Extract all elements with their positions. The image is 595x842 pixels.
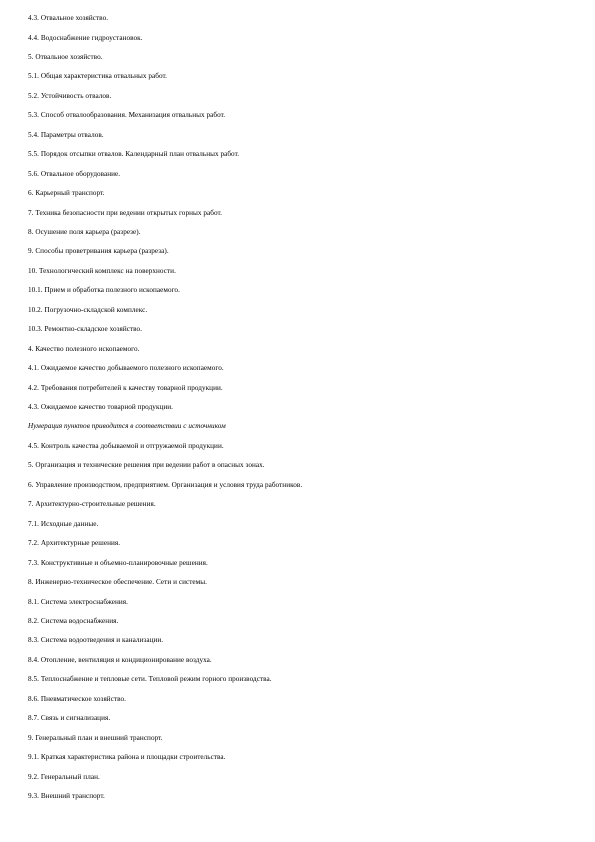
toc-line: 8.1. Система электроснабжения. [28, 597, 129, 606]
toc-line: 4. Качество полезного ископаемого. [28, 344, 140, 353]
toc-line: 4.3. Ожидаемое качество товарной продукции. [28, 403, 174, 411]
toc-line: 8.4. Отопление, вентиляция и кондиционирование воздуха. [28, 655, 212, 664]
toc-line: 10. Технологический комплекс на поверхности. [28, 266, 176, 275]
toc-line: 9.2. Генеральный план. [28, 772, 100, 781]
toc-line: 7. Техника безопасности при ведении открытых горных работ. [28, 208, 222, 217]
toc-line: 4.4. Водоснабжение гидроустановок. [28, 33, 143, 42]
toc-line: 9.1. Краткая характеристика района и площадки строительства. [28, 753, 226, 762]
toc-line: 10.1. Прием и обработка полезного ископаемого. [28, 286, 180, 295]
toc-line: 9. Способы проветривания карьера (разреза). [28, 247, 169, 256]
toc-line: 7.1. Исходные данные. [28, 519, 99, 528]
toc-line: 8.6. Пневматическое хозяйство. [28, 694, 127, 703]
toc-line: 7.3. Конструктивные и объемно-планировочные решения. [28, 558, 208, 567]
toc-line: 4.1. Ожидаемое качество добываемого полезного ископаемого. [28, 364, 224, 373]
toc-line: 6. Карьерный транспорт. [28, 189, 105, 197]
toc-line: 8.7. Связь и сигнализация. [28, 714, 111, 723]
toc-line: 8.3. Система водоотведения и канализации. [28, 636, 164, 645]
toc-line: 5.4. Параметры отвалов. [28, 130, 104, 139]
toc-line: 7. Архитектурно-строительные решения. [28, 500, 156, 509]
toc-line: 10.3. Ремонтно-складское хозяйство. [28, 325, 143, 334]
toc-line: 5.5. Порядок отсыпки отвалов. Календарный план отвальных работ. [28, 150, 240, 159]
toc-line: 10.2. Погрузочно-складской комплекс. [28, 305, 148, 314]
toc-line: 8. Инженерно-техническое обеспечение. Сети и системы. [28, 578, 207, 586]
source-note: Нумерация пунктов приводится в соответствии с источником [28, 422, 226, 431]
toc-line: 5. Отвальное хозяйство. [28, 52, 103, 61]
toc-line: 5.2. Устойчивость отвалов. [28, 91, 112, 100]
toc-line: 8. Осушение поля карьера (разрезе). [28, 227, 141, 236]
toc-line: 5.1. Общая характеристика отвальных работ. [28, 72, 168, 81]
toc-line: 7.2. Архитектурные решения. [28, 539, 121, 548]
toc-line: 5.6. Отвальное оборудование. [28, 169, 121, 178]
toc-line: 5.3. Способ отвалообразования. Механизация отвальных работ. [28, 111, 226, 120]
toc-line: 4.5. Контроль качества добываемой и отгружаемой продукции. [28, 441, 224, 450]
toc-line: 5. Организация и технические решения при ведении работ в опасных зонах. [28, 461, 265, 470]
toc-line: 9. Генеральный план и внешний транспорт. [28, 733, 163, 742]
toc-line: 9.3. Внешний транспорт. [28, 792, 105, 800]
toc-line: 8.5. Теплоснабжение и тепловые сети. Тепловой режим горного производства. [28, 675, 272, 684]
toc-line: 4.3. Отвальное хозяйство. [28, 14, 109, 22]
toc-line: 8.2. Система водоснабжения. [28, 616, 119, 625]
toc-line: 6. Управление производством, предприятием. Организация и условия труда работников. [28, 480, 303, 489]
toc-line: 4.2. Требования потребителей к качеству товарной продукции. [28, 383, 223, 392]
